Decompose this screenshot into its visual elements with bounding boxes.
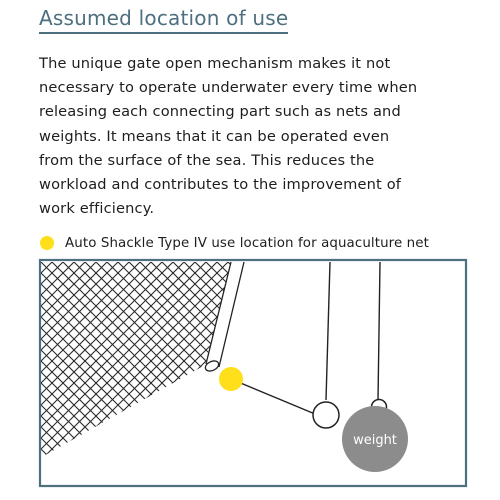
net-strand (0, 240, 4, 500)
net-strand (56, 240, 316, 500)
net-strand (0, 240, 30, 500)
net-strand (210, 240, 470, 500)
net-strand (89, 240, 349, 500)
net-strand (496, 240, 500, 500)
net-strand (67, 240, 327, 500)
net-strand (0, 240, 257, 500)
net-strand (0, 240, 37, 500)
net-edge-rope (204, 262, 244, 373)
description-line: work efficiency. (39, 200, 155, 218)
net-strand (41, 240, 301, 500)
net-strand (320, 240, 500, 500)
net-strand (463, 240, 500, 500)
net-strand (118, 240, 378, 500)
net-strand (129, 240, 389, 500)
net-strand (63, 240, 323, 500)
net-strand (481, 240, 500, 500)
net-strand (184, 240, 444, 500)
net-strand (74, 240, 334, 500)
hanging-rope (326, 262, 330, 400)
net-strand (206, 240, 466, 500)
net-strand (0, 240, 52, 500)
description-line: The unique gate open mechanism makes it not (39, 55, 391, 72)
net-strand (0, 240, 8, 500)
net-strand (437, 240, 500, 500)
net-strand (0, 240, 26, 500)
net-strand (0, 240, 228, 500)
net-strand (408, 240, 500, 500)
net-strand (52, 240, 312, 500)
description-line: from the surface of the sea. This reduces the (39, 151, 375, 169)
net-strand (0, 240, 15, 500)
hanging-rope (378, 262, 380, 400)
net-strand (0, 240, 125, 500)
net-strand (426, 240, 500, 500)
connecting-rope (231, 379, 315, 414)
net-strand (0, 240, 147, 500)
net-strand (0, 240, 140, 500)
net-strand (0, 240, 41, 500)
net-strand (382, 240, 500, 500)
net-strand (474, 240, 500, 500)
net-strand (492, 240, 500, 500)
connecting-ring (313, 402, 339, 428)
net-strand (452, 240, 500, 500)
net-strand (0, 240, 96, 500)
net-strand (30, 240, 290, 500)
net-strand (0, 240, 74, 500)
net-strand (0, 240, 19, 500)
net-strand (305, 240, 500, 500)
net-strand (470, 240, 500, 500)
net-strand (0, 240, 213, 500)
net-strand (393, 240, 500, 500)
net-strand (404, 240, 500, 500)
net-strand (0, 240, 169, 500)
description-line: weights. It means that it can be operated even (39, 127, 390, 145)
legend-label: Auto Shackle Type IV use location for aquaculture net (65, 235, 429, 251)
description-line: releasing each connecting part such as nets and (39, 103, 401, 121)
net-strand (485, 240, 500, 500)
net-strand (441, 240, 500, 500)
net-strand (397, 240, 500, 500)
net-strand (316, 240, 500, 500)
description-line: necessary to operate underwater every time when (39, 79, 418, 97)
auto-shackle-marker (219, 367, 243, 391)
net-strand (0, 240, 191, 500)
net-strand (45, 240, 305, 500)
net-strand (111, 240, 371, 500)
net-strand (34, 240, 294, 500)
net-strand (309, 240, 500, 500)
net-strand (122, 240, 382, 500)
net-strand (448, 240, 500, 500)
net-strand (386, 240, 500, 500)
net-strand (419, 240, 500, 500)
net-mesh (0, 240, 500, 500)
weight-label: weight (353, 433, 397, 448)
description-line: workload and contributes to the improvement of (39, 176, 402, 194)
net-strand (23, 240, 283, 500)
net-strand (415, 240, 500, 500)
net-strand (0, 240, 70, 500)
page-title: Assumed location of use (39, 5, 288, 34)
net-strand (217, 240, 477, 500)
